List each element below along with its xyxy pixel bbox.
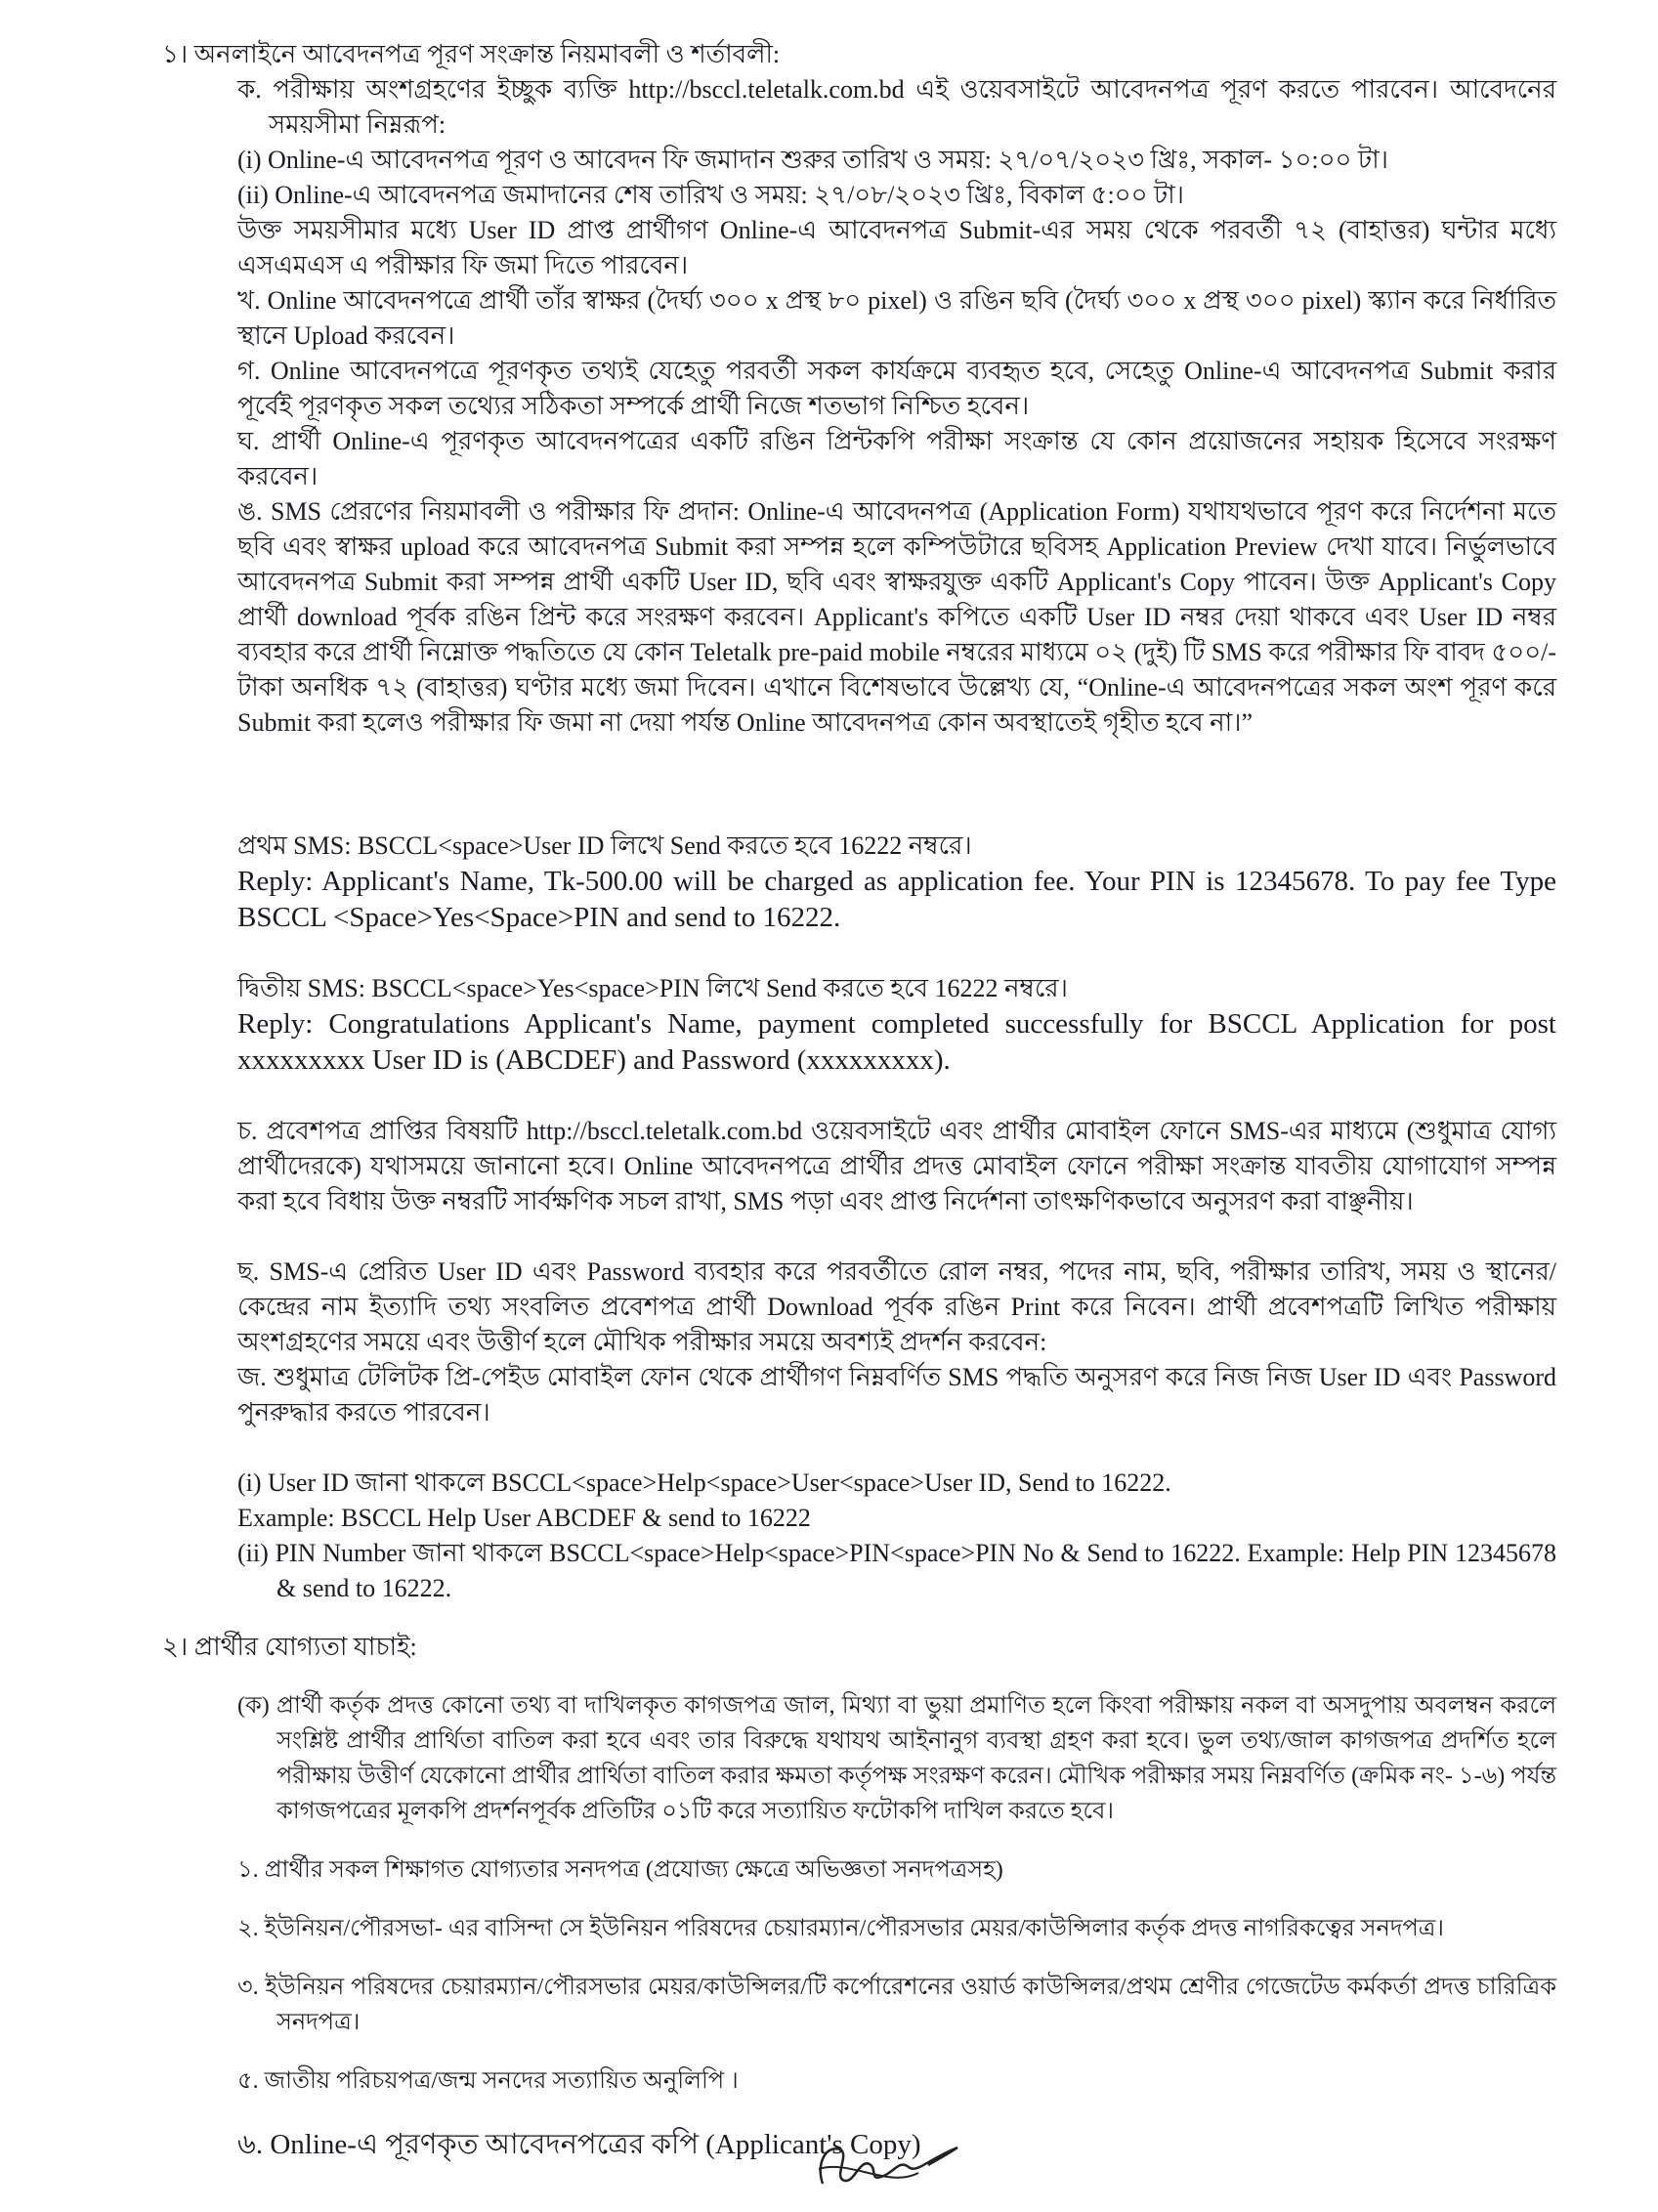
recover-user-id: (i) User ID জানা থাকলে BSCCL<space>Help<space>User<space>User ID, Send to 16222. [237, 1468, 1171, 1497]
document-item: ২. ইউনিয়ন/পৌরসভা- এর বাসিন্দা সে ইউনিয়ন পরিষদের চেয়ারম্যান/পৌরসভার মেয়র/কাউন্সিলার কর্তৃক প্রদত্ত নাগরিকত্বের সনদপত্র। [237, 1916, 1444, 1941]
rule-cha: চ. প্রবেশপত্র প্রাপ্তির বিষয়টি http://bsccl.teletalk.com.bd ওয়েবসাইটে এবং প্রার্থীর মোবাইল ফোনে SMS-এর মাধ্যমে (শুধুমাত্র যোগ্য প্রার্থীদেরকে) যথাসময়ে জানানো হবে। Online আবেদনপত্রে প্রার্থীর প্রদত্ত মোবাইল ফোনে পরীক্ষা সংক্রান্ত যাবতীয় যোগাযোগ সম্পন্ন করা হবে বিধায় উক্ত নম্বরটি সার্বক্ষণিক সচল রাখা, SMS পড়া এবং প্রাপ্ত নির্দেশনা তাৎক্ষণিকভাবে অনুসরণ করা বাঞ্ছনীয়। [237, 1117, 1556, 1215]
fee-note: উক্ত সময়সীমার মধ্যে User ID প্রাপ্ত প্রার্থীগণ Online-এ আবেদনপত্র Submit-এর সময় থেকে পরবর্তী ৭২ (বাহাত্তর) ঘন্টার মধ্যে এসএমএস এ পরীক্ষার ফি জমা দিতে পারবেন। [237, 216, 1556, 279]
section-1-heading: ১। অনলাইনে আবেদনপত্র পূরণ সংক্রান্ত নিয়মাবলী ও শর্তাবলী: [162, 40, 781, 68]
rule-chha: ছ. SMS-এ প্রেরিত User ID এবং Password ব্যবহার করে পরবর্তীতে রোল নম্বর, পদের নাম, ছবি, পরীক্ষার তারিখ, সময় ও স্থানের/কেন্দ্রের নাম ইত্যাদি তথ্য সংবলিত প্রবেশপত্র প্রার্থী Download পূর্বক রঙিন Print করে নিবেন। প্রার্থী প্রবেশপত্রটি লিখিত পরীক্ষায় অংশগ্রহণের সময়ে এবং উত্তীর্ণ হলে মৌখিক পরীক্ষার সময়ে অবশ্যই প্রদর্শন করবেন: [237, 1257, 1556, 1356]
recover-pin: (ii) PIN Number জানা থাকলে BSCCL<space>Help<space>PIN<space>PIN No & Send to 16222. Example: Help PIN 12345678 & send to 16222. [237, 1539, 1556, 1602]
rule-ka: ক. পরীক্ষায় অংশগ্রহণের ইচ্ছুক ব্যক্তি http://bsccl.teletalk.com.bd এই ওয়েবসাইটে আবেদনপত্র পূরণ করতে পারবেন। আবেদনের সময়সীমা নিম্নরূপ: [237, 75, 1556, 139]
eligibility-ka: (ক) প্রার্থী কর্তৃক প্রদত্ত কোনো তথ্য বা দাখিলকৃত কাগজপত্র জাল, মিথ্যা বা ভুয়া প্রমাণিত হলে কিংবা পরীক্ষায় নকল বা অসদুপায় অবলম্বন করলে সংশ্লিষ্ট প্রার্থীর প্রার্থিতা বাতিল করা হবে এবং তার বিরুদ্ধে যথাযথ আইনানুগ ব্যবস্থা গ্রহণ করা হবে। ভুল তথ্য/জাল কাগজপত্র প্রদর্শিত হলে পরীক্ষায় উত্তীর্ণ যেকোনো প্রার্থীর প্রার্থিতা বাতিল করার ক্ষমতা কর্তৃপক্ষ সংরক্ষণ করেন। মৌখিক পরীক্ষার সময় নিম্নবর্ণিত (ক্রমিক নং- ১-৬) পর্যন্ত কাগজপত্রের মূলকপি প্রদর্শনপূর্বক প্রতিটির ০১টি করে সত্যায়িত ফটোকপি দাখিল করতে হবে। [237, 1693, 1556, 1824]
sms-instructions [237, 829, 1556, 1079]
deadline-end: (ii) Online-এ আবেদনপত্র জমাদানের শেষ তারিখ ও সময়: ২৭/০৮/২০২৩ খ্রিঃ, বিকাল ৫:০০ টা। [237, 181, 1184, 209]
sms-first-reply: Reply: Applicant's Name, Tk-500.00 will be charged as application fee. Your PIN is 12345678. To pay fee Type BSCCL <Space>Yes<Space>PIN and send to 16222. [237, 866, 1556, 933]
sms-second: দ্বিতীয় SMS: BSCCL<space>Yes<space>PIN লিখে Send করতে হবে 16222 নম্বরে। [237, 974, 1068, 1002]
document-item: ৫. জাতীয় পরিচয়পত্র/জন্ম সনদের সত্যায়িত অনুলিপি । [237, 2068, 739, 2094]
signature [811, 2130, 967, 2203]
rule-ga: গ. Online আবেদনপত্রে পূরণকৃত তথ্যই যেহেতু পরবর্তী সকল কার্যক্রমে ব্যবহৃত হবে, সেহেতু Online-এ আবেদনপত্র Submit করার পূর্বেই পূরণকৃত সকল তথ্যের সঠিকতা সম্পর্কে প্রার্থী নিজে শতভাগ নিশ্চিত হবেন। [237, 357, 1556, 420]
document-item: ৩. ইউনিয়ন পরিষদের চেয়ারম্যান/পৌরসভার মেয়র/কাউন্সিলর/টি কর্পোরেশনের ওয়ার্ড কাউন্সিলর/প্রথম শ্রেণীর গেজেটেড কর্মকর্তা প্রদত্ত চারিত্রিক সনদপত্র। [237, 1975, 1556, 2035]
rule-kha: খ. Online আবেদনপত্রে প্রার্থী তাঁর স্বাক্ষর (দৈর্ঘ্য ৩০০ x প্রস্থ ৮০ pixel) ও রঙিন ছবি (দৈর্ঘ্য ৩০০ x প্রস্থ ৩০০ pixel) স্ক্যান করে নির্ধারিত স্থানে Upload করবেন। [237, 286, 1556, 350]
document-item: ৬. Online-এ পূরণকৃত আবেদনপত্রের কপি (Applicant's Copy) [237, 2129, 921, 2160]
document-item: ১. প্রার্থীর সকল শিক্ষাগত যোগ্যতার সনদপত্র (প্রযোজ্য ক্ষেত্রে অভিজ্ঞতা সনদপত্রসহ) [237, 1857, 1003, 1883]
section-1-rules [237, 72, 1556, 741]
deadline-start: (i) Online-এ আবেদনপত্র পূরণ ও আবেদন ফি জমাদান শুরুর তারিখ ও সময়: ২৭/০৭/২০২৩ খ্রিঃ, সকাল- ১০:০০ টা। [237, 146, 1388, 174]
admit-card-rules [237, 1114, 1556, 1606]
rule-gha: ঘ. প্রার্থী Online-এ পূরণকৃত আবেদনপত্রের একটি রঙিন প্রিন্টকপি পরীক্ষা সংক্রান্ত যে কোন প্রয়োজনের সহায়ক হিসেবে সংরক্ষণ করবেন। [237, 427, 1556, 490]
sms-first: প্রথম SMS: BSCCL<space>User ID লিখে Send করতে হবে 16222 নম্বরে। [237, 831, 972, 860]
rule-ja: জ. শুধুমাত্র টেলিটক প্রি-পেইড মোবাইল ফোন থেকে প্রার্থীগণ নিম্নবর্ণিত SMS পদ্ধতি অনুসরণ করে নিজ নিজ User ID এবং Password পুনরুদ্ধার করতে পারবেন। [237, 1363, 1556, 1426]
section-2-body [237, 1665, 1556, 2191]
recover-user-example: Example: BSCCL Help User ABCDEF & send to 16222 [237, 1504, 811, 1532]
rule-umo: ঙ. SMS প্রেরণের নিয়মাবলী ও পরীক্ষার ফি প্রদান: Online-এ আবেদনপত্র (Application Form) যথাযথভাবে পূরণ করে নির্দেশনা মতে ছবি এবং স্বাক্ষর upload করে আবেদনপত্র Submit করা সম্পন্ন হলে কম্পিউটারে ছবিসহ Application Preview দেখা যাবে। নির্ভুলভাবে আবেদনপত্র Submit করা সম্পন্ন প্রার্থী একটি User ID, ছবি এবং স্বাক্ষরযুক্ত একটি Applicant's Copy পাবেন। উক্ত Applicant's Copy প্রার্থী download পূর্বক রঙিন প্রিন্ট করে সংরক্ষণ করবেন। Applicant's কপিতে একটি User ID নম্বর দেয়া থাকবে এবং User ID নম্বর ব্যবহার করে প্রার্থী নিম্নোক্ত পদ্ধতিতে যে কোন Teletalk pre-paid mobile নম্বরের মাধ্যমে ০২ (দুই) টি SMS করে পরীক্ষার ফি বাবদ ৫০০/- টাকা অনধিক ৭২ (বাহাত্তর) ঘণ্টার মধ্যে জমা দিবেন। এখানে বিশেষভাবে উল্লেখ্য যে, “Online-এ আবেদনপত্রের সকল অংশ পূরণ করে Submit করা হলেও পরীক্ষার ফি জমা না দেয়া পর্যন্ত Online আবেদনপত্র কোন অবস্থাতেই গৃহীত হবে না।” [237, 497, 1556, 737]
sms-second-reply: Reply: Congratulations Applicant's Name, payment completed successfully for BSCCL Application for post xxxxxxxxx User ID is (ABCDEF) and Password (xxxxxxxxx). [237, 1008, 1556, 1076]
section-2-heading: ২। প্রার্থীর যোগ্যতা যাচাই: [162, 1633, 417, 1661]
